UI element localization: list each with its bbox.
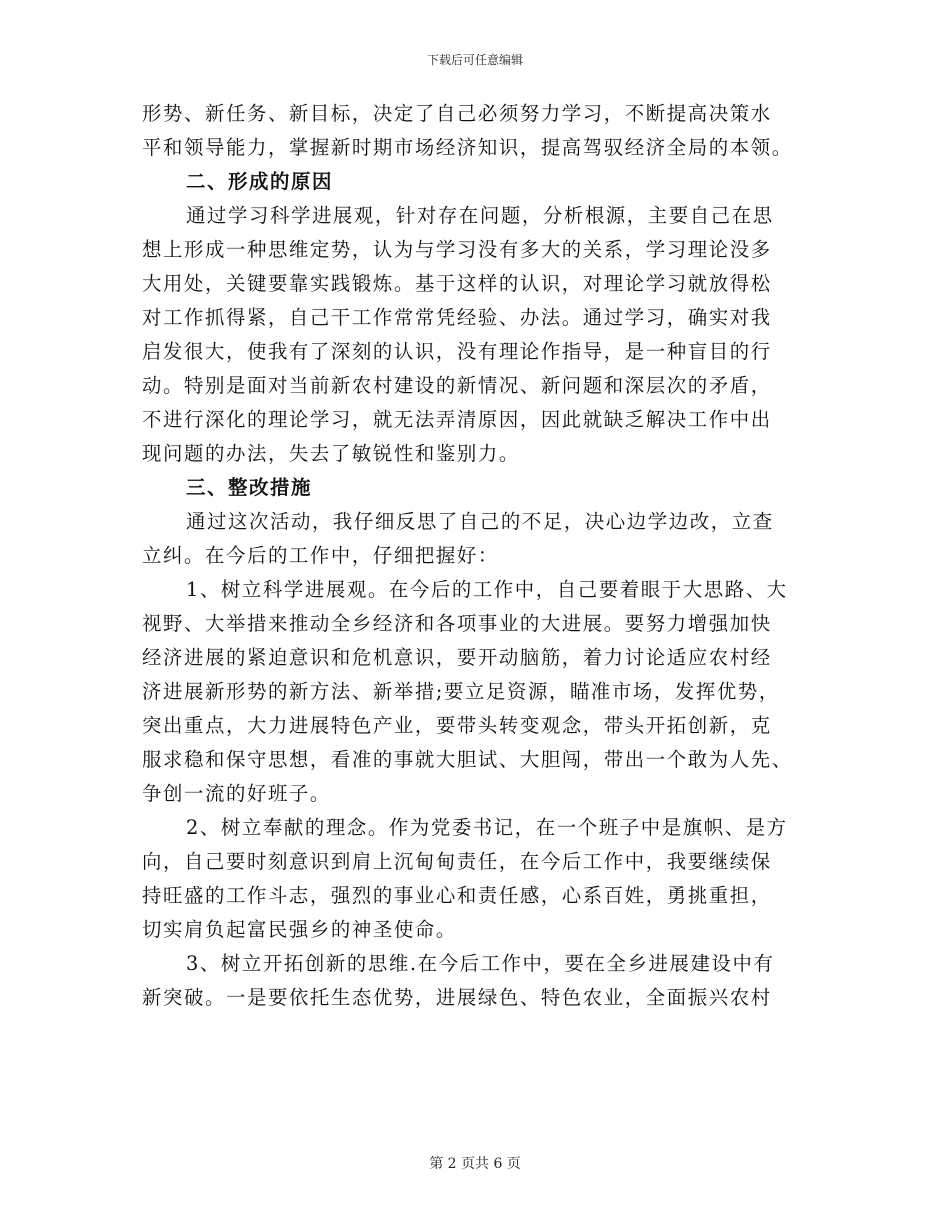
document-body	[142, 97, 812, 1015]
text-line: 济进展新形势的新方法、新举措;要立足资源，瞄准市场，发挥优势，	[142, 680, 780, 703]
text-line: 对工作抓得紧，自己干工作常常凭经验、办法。通过学习，确实对我	[142, 306, 772, 329]
text-line: 3、树立开拓创新的思维.在今后工作中，要在全乡进展建设中有	[186, 952, 775, 975]
section-heading: 二、形成的原因	[186, 170, 333, 193]
text-line: 视野、大举措来推动全乡经济和各项事业的大进展。要努力增强加快	[142, 612, 772, 635]
text-line: 现问题的办法，失去了敏锐性和鉴别力。	[142, 442, 520, 465]
text-line: 动。特别是面对当前新农村建设的新情况、新问题和深层次的矛盾，	[142, 374, 772, 397]
section-heading: 三、整改措施	[186, 476, 312, 499]
page-header: 下载后可任意编辑	[426, 53, 523, 67]
text-line: 通过这次活动，我仔细反思了自己的不足，决心边学边改，立查	[186, 510, 774, 533]
page-footer: 第 2 页共 6 页	[429, 1156, 521, 1172]
text-line: 不进行深化的理论学习，就无法弄清原因，因此就缺乏解决工作中出	[142, 408, 772, 431]
text-line: 持旺盛的工作斗志，强烈的事业心和责任感，心系百姓，勇挑重担，	[142, 884, 772, 907]
text-line: 通过学习科学进展观，针对存在问题，分析根源，主要自己在思	[186, 204, 774, 227]
text-line: 平和领导能力，掌握新时期市场经济知识，提高驾驭经济全局的本领。	[142, 136, 793, 159]
text-line: 大用处，关键要靠实践锻炼。基于这样的认识，对理论学习就放得松	[142, 272, 772, 295]
text-line: 2、树立奉献的理念。作为党委书记，在一个班子中是旗帜、是方	[186, 816, 788, 839]
text-line: 想上形成一种思维定势，认为与学习没有多大的关系，学习理论没多	[142, 238, 772, 261]
text-line: 争创一流的好班子。	[142, 782, 331, 805]
text-line: 向，自己要时刻意识到肩上沉甸甸责任，在今后工作中，我要继续保	[142, 850, 772, 873]
text-line: 1、树立科学进展观。在今后的工作中，自己要着眼于大思路、大	[186, 578, 788, 601]
text-line: 切实肩负起富民强乡的神圣使命。	[142, 918, 457, 941]
text-line: 立纠。在今后的工作中，仔细把握好：	[142, 544, 499, 567]
text-line: 启发很大，使我有了深刻的认识，没有理论作指导，是一种盲目的行	[142, 340, 772, 363]
text-line: 服求稳和保守思想，看准的事就大胆试、大胆闯，带出一个敢为人先、	[142, 748, 793, 771]
text-line: 经济进展的紧迫意识和危机意识，要开动脑筋，着力讨论适应农村经	[142, 646, 772, 669]
text-line: 突出重点，大力进展特色产业，要带头转变观念，带头开拓创新，克	[142, 714, 772, 737]
text-line: 形势、新任务、新目标，决定了自己必须努力学习，不断提高决策水	[142, 102, 772, 125]
text-line: 新突破。一是要依托生态优势，进展绿色、特色农业，全面振兴农村	[142, 986, 772, 1009]
